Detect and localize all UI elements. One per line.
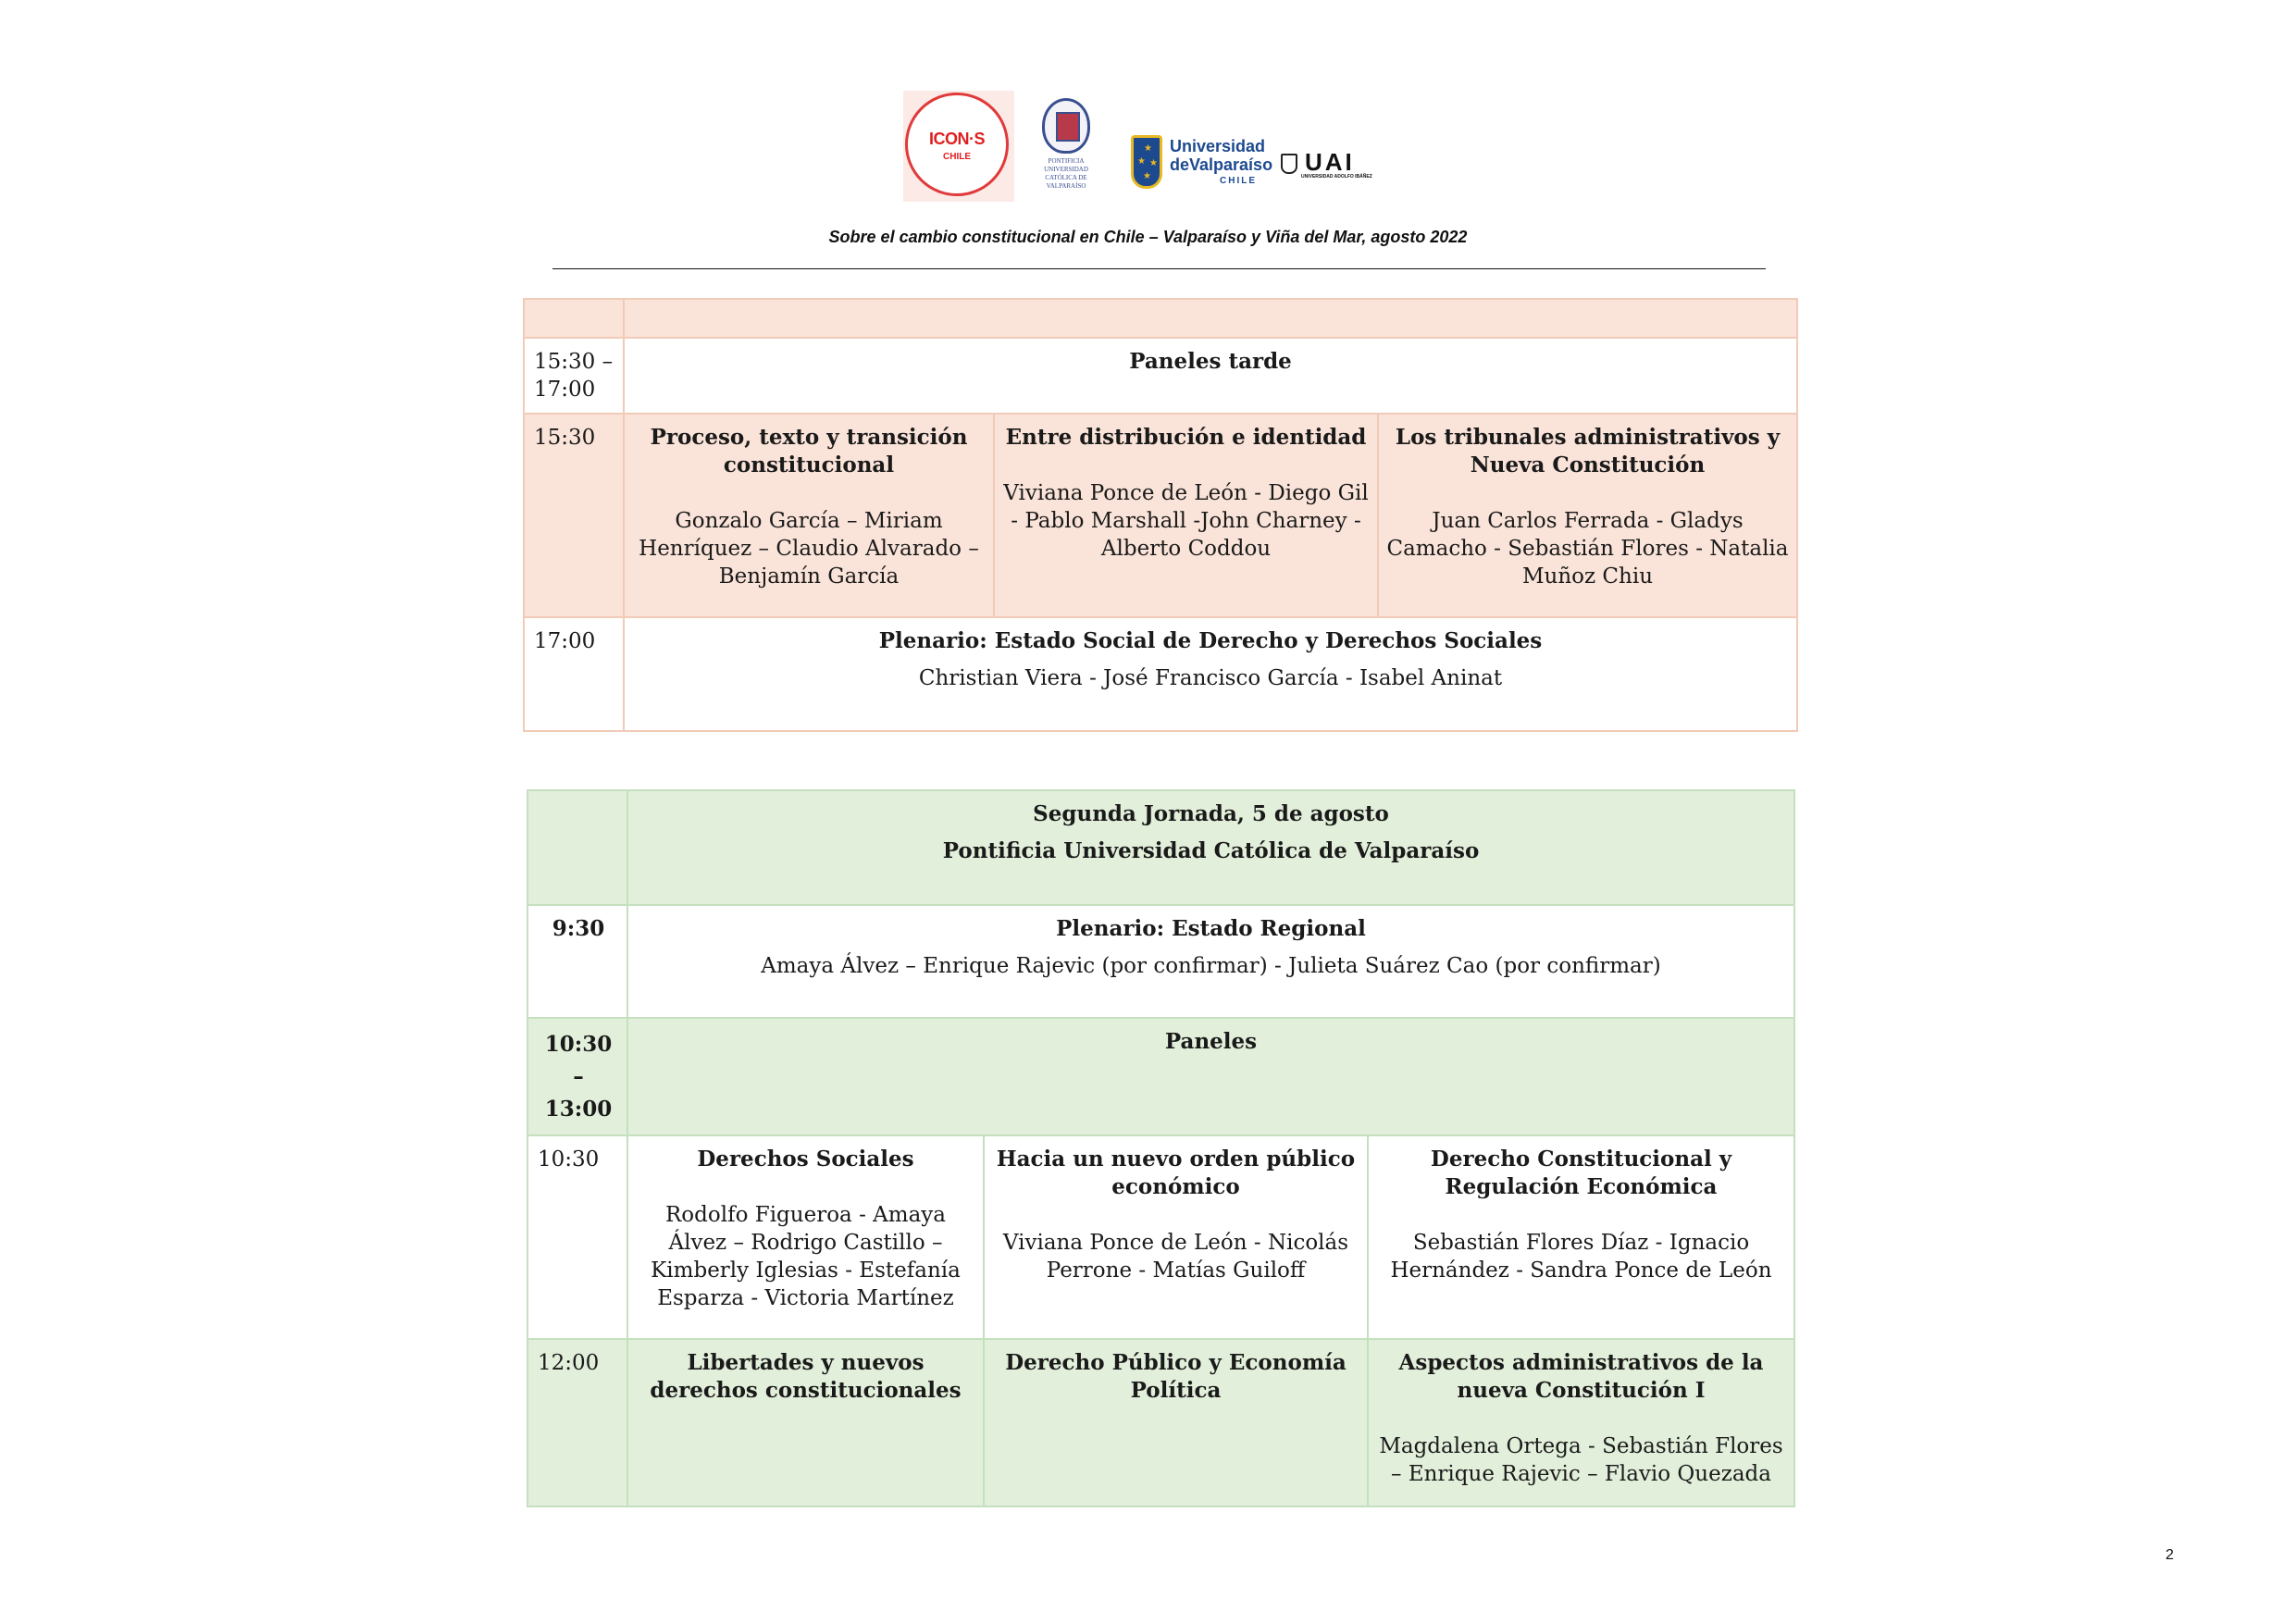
time-end: 13:00 [544, 1097, 613, 1122]
panel-cell [984, 1339, 1368, 1506]
page-number: 2 [2166, 1547, 2174, 1563]
panel-cell [994, 414, 1378, 617]
time-cell: 17:00 [524, 617, 624, 731]
panel-title: Aspectos administrativos de la nueva Constitución I [1398, 1350, 1764, 1403]
time-dash: – [573, 1064, 584, 1089]
panel-speakers: Viviana Ponce de León - Nicolás Perrone - Matías Guiloff [1002, 1231, 1349, 1283]
table-row [524, 338, 1797, 414]
panel-title: Derecho Constitucional y Regulación Económica [1430, 1147, 1732, 1199]
table-row [527, 1339, 1794, 1506]
panel-cell [984, 1135, 1368, 1339]
plenary-title: Plenario: Estado Regional [1056, 916, 1366, 941]
pucv-logo [1038, 98, 1094, 202]
plenary-cell [627, 905, 1794, 1018]
time-cell: 15:30 [524, 414, 624, 617]
uai-logo-subtext: UNIVERSIDAD ADOLFO IBÁÑEZ [1301, 174, 1372, 180]
empty-cell [624, 299, 1797, 338]
table-row [527, 790, 1794, 905]
section-title-text: Paneles [1164, 1029, 1258, 1054]
panel-title: Derecho Público y Economía Política [1005, 1350, 1347, 1403]
uv-logo [1131, 135, 1273, 192]
table-row [527, 1018, 1794, 1135]
document-header: Sobre el cambio constitucional en Chile – Valparaíso y Viña del Mar, agosto 2022 [828, 228, 1468, 246]
uv-logo-line3: CHILE [1220, 176, 1257, 186]
table-row [524, 617, 1797, 731]
plenary-speakers: Christian Viera - José Francisco García - Isabel Aninat [918, 666, 1503, 690]
uv-logo-line2: deValparaíso [1170, 155, 1273, 174]
empty-cell [524, 299, 624, 338]
venue-title: Pontificia Universidad Católica de Valparaíso [942, 838, 1480, 863]
pucv-logo-text: PONTIFICIA UNIVERSIDAD CATÓLICA DE VALPARAÍSO [1044, 157, 1088, 190]
panel-speakers: Gonzalo García – Miriam Henríquez – Claudio Alvarado – Benjamín García [639, 509, 979, 589]
table-row [524, 414, 1797, 617]
panel-speakers: Viviana Ponce de León - Diego Gil - Pablo Marshall -John Charney - Alberto Coddou [1003, 481, 1369, 561]
uai-logo [1281, 148, 1401, 183]
time-cell: 15:30 – 17:00 [524, 338, 624, 414]
time-start: 10:30 [544, 1032, 613, 1057]
icons-logo-text: ICON·S [929, 130, 985, 148]
header-divider [552, 268, 1766, 269]
second-day-schedule-table [527, 789, 1795, 1507]
panel-title: Libertades y nuevos derechos constitucionales [650, 1350, 962, 1403]
uv-logo-line1: Universidad [1170, 137, 1266, 155]
table-row [527, 1135, 1794, 1339]
afternoon-schedule-table [523, 298, 1798, 732]
section-title [624, 338, 1797, 414]
time-cell [527, 1018, 627, 1135]
time-cell: 9:30 [527, 905, 627, 1018]
panel-cell [627, 1135, 984, 1339]
panel-title: Derechos Sociales [697, 1147, 914, 1172]
table-row [527, 905, 1794, 1018]
time-cell: 10:30 [527, 1135, 627, 1339]
panel-cell [1378, 414, 1797, 617]
panel-title: Proceso, texto y transición constitucional [650, 425, 968, 477]
panel-cell [624, 414, 994, 617]
section-title [627, 1018, 1794, 1135]
pucv-crest-icon [1042, 98, 1090, 154]
plenary-title: Plenario: Estado Social de Derecho y Derechos Sociales [878, 628, 1543, 653]
empty-cell [527, 790, 627, 905]
plenary-cell [624, 617, 1797, 731]
icons-logo-subtext: CHILE [943, 152, 971, 162]
panel-speakers: Juan Carlos Ferrada - Gladys Camacho - Sebastián Flores - Natalia Muñoz Chiu [1386, 509, 1789, 589]
uai-crest-icon [1281, 154, 1297, 174]
section-title-text: Paneles tarde [1129, 349, 1292, 374]
logo-strip [903, 91, 1403, 204]
table-row [524, 299, 1797, 338]
panel-speakers: Magdalena Ortega - Sebastián Flores – Enrique Rajevic – Flavio Quezada [1379, 1434, 1783, 1486]
icons-chile-logo [903, 91, 1014, 202]
uv-shield-icon: ★ ★ ★ ★ [1131, 135, 1162, 189]
uai-logo-word: UAI [1305, 148, 1355, 176]
day-header-cell [627, 790, 1794, 905]
panel-speakers: Sebastián Flores Díaz - Ignacio Hernández - Sandra Ponce de León [1390, 1231, 1772, 1283]
panel-title: Los tribunales administrativos y Nueva Constitución [1395, 425, 1781, 477]
panel-title: Entre distribución e identidad [1005, 425, 1367, 450]
panel-cell [1368, 1135, 1794, 1339]
panel-title: Hacia un nuevo orden público económico [996, 1147, 1356, 1199]
day-title: Segunda Jornada, 5 de agosto [1033, 801, 1389, 826]
time-cell: 12:00 [527, 1339, 627, 1506]
panel-cell [1368, 1339, 1794, 1506]
panel-cell [627, 1339, 984, 1506]
panel-speakers: Rodolfo Figueroa - Amaya Álvez – Rodrigo Castillo – Kimberly Iglesias - Estefanía Esparza - Victoria Martínez [651, 1203, 961, 1310]
plenary-speakers: Amaya Álvez – Enrique Rajevic (por confirmar) - Julieta Suárez Cao (por confirmar) [761, 954, 1661, 978]
